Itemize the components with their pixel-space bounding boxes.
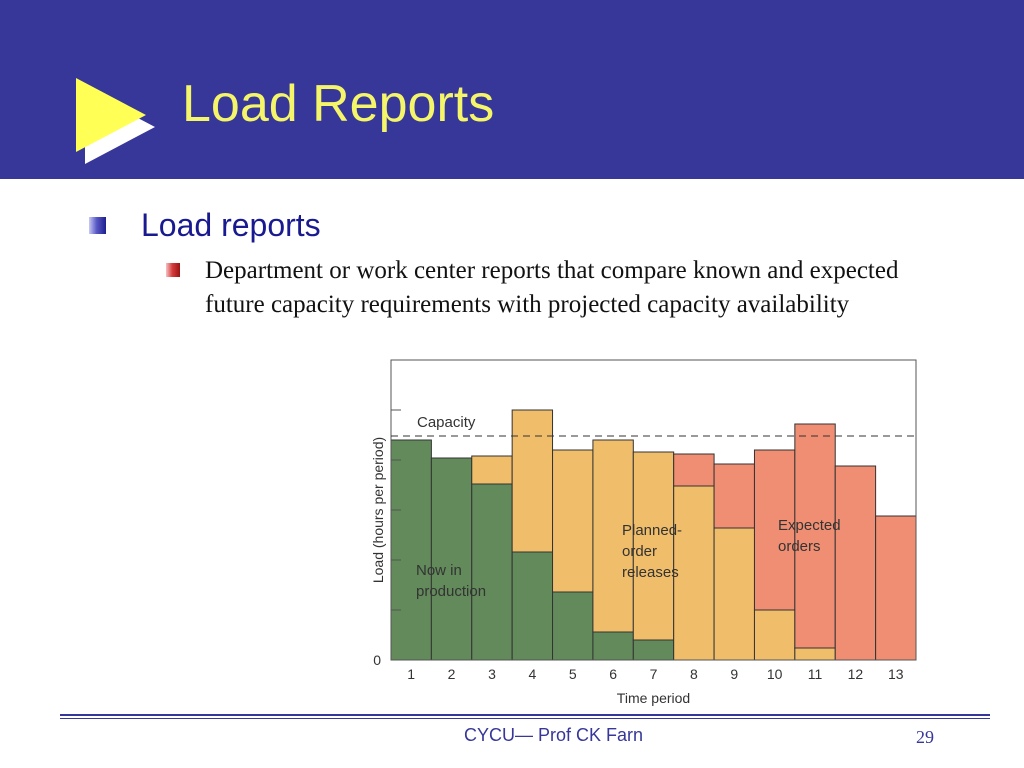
footer-divider xyxy=(60,714,990,716)
bar-production-4 xyxy=(512,552,552,660)
x-axis-label: Time period xyxy=(616,690,691,706)
x-tick-label: 7 xyxy=(649,666,658,682)
x-tick-label: 13 xyxy=(888,666,904,682)
load-report-chart xyxy=(350,355,930,715)
bar-expected-12 xyxy=(835,466,875,660)
square-bullet-icon xyxy=(166,263,180,277)
x-tick-label: 9 xyxy=(730,666,739,682)
bar-expected-8 xyxy=(674,454,714,486)
bar-production-7 xyxy=(633,640,673,660)
x-tick-label: 12 xyxy=(847,666,864,682)
bar-expected-13 xyxy=(876,516,916,660)
square-bullet-icon xyxy=(89,217,106,234)
bar-production-1 xyxy=(391,440,431,660)
annotation-expected-orders: Expected xyxy=(778,517,841,534)
footer-text: CYCU— Prof CK Farn xyxy=(464,725,644,745)
bar-production-6 xyxy=(593,632,633,660)
y-axis-label: Load (hours per period) xyxy=(370,436,386,584)
x-tick-label: 3 xyxy=(488,666,496,682)
bar-production-5 xyxy=(553,592,593,660)
footer-divider-thin xyxy=(60,718,990,719)
bar-expected-9 xyxy=(714,464,754,528)
x-tick-label: 8 xyxy=(689,666,698,682)
bar-production-2 xyxy=(431,458,471,660)
bar-planned-8 xyxy=(674,486,714,660)
bar-planned-10 xyxy=(754,610,794,660)
bar-expected-11 xyxy=(795,424,835,648)
annotation-planned-order-releases: releases xyxy=(622,564,679,581)
bullet-body-text: Department or work center reports that compare known and expected future capacity requirements with projected capacity availability xyxy=(205,257,899,318)
capacity-label: Capacity xyxy=(417,414,476,431)
x-tick-label: 1 xyxy=(407,666,416,682)
annotation-now-in-production: production xyxy=(416,583,487,600)
header-banner xyxy=(0,0,1024,179)
slide-title: Load Reports xyxy=(182,75,495,133)
bar-planned-5 xyxy=(553,450,593,592)
y-tick-label: 0 xyxy=(373,652,381,668)
bar-planned-3 xyxy=(472,456,512,484)
x-tick-label: 2 xyxy=(447,666,456,682)
annotation-expected-orders: orders xyxy=(778,538,821,555)
annotation-planned-order-releases: order xyxy=(622,543,658,560)
annotation-planned-order-releases: Planned- xyxy=(622,522,683,539)
bar-planned-11 xyxy=(795,648,835,660)
x-tick-label: 11 xyxy=(807,666,823,682)
page-number: 29 xyxy=(916,727,934,747)
x-tick-label: 5 xyxy=(568,666,577,682)
annotation-now-in-production: Now in xyxy=(416,562,462,579)
bar-planned-4 xyxy=(512,410,552,552)
play-arrow-icon xyxy=(70,72,160,164)
bar-planned-9 xyxy=(714,528,754,660)
x-tick-label: 10 xyxy=(766,666,783,682)
bullet-heading: Load reports xyxy=(141,207,321,243)
x-tick-label: 6 xyxy=(609,666,618,682)
x-tick-label: 4 xyxy=(528,666,537,682)
bar-production-3 xyxy=(472,484,512,660)
